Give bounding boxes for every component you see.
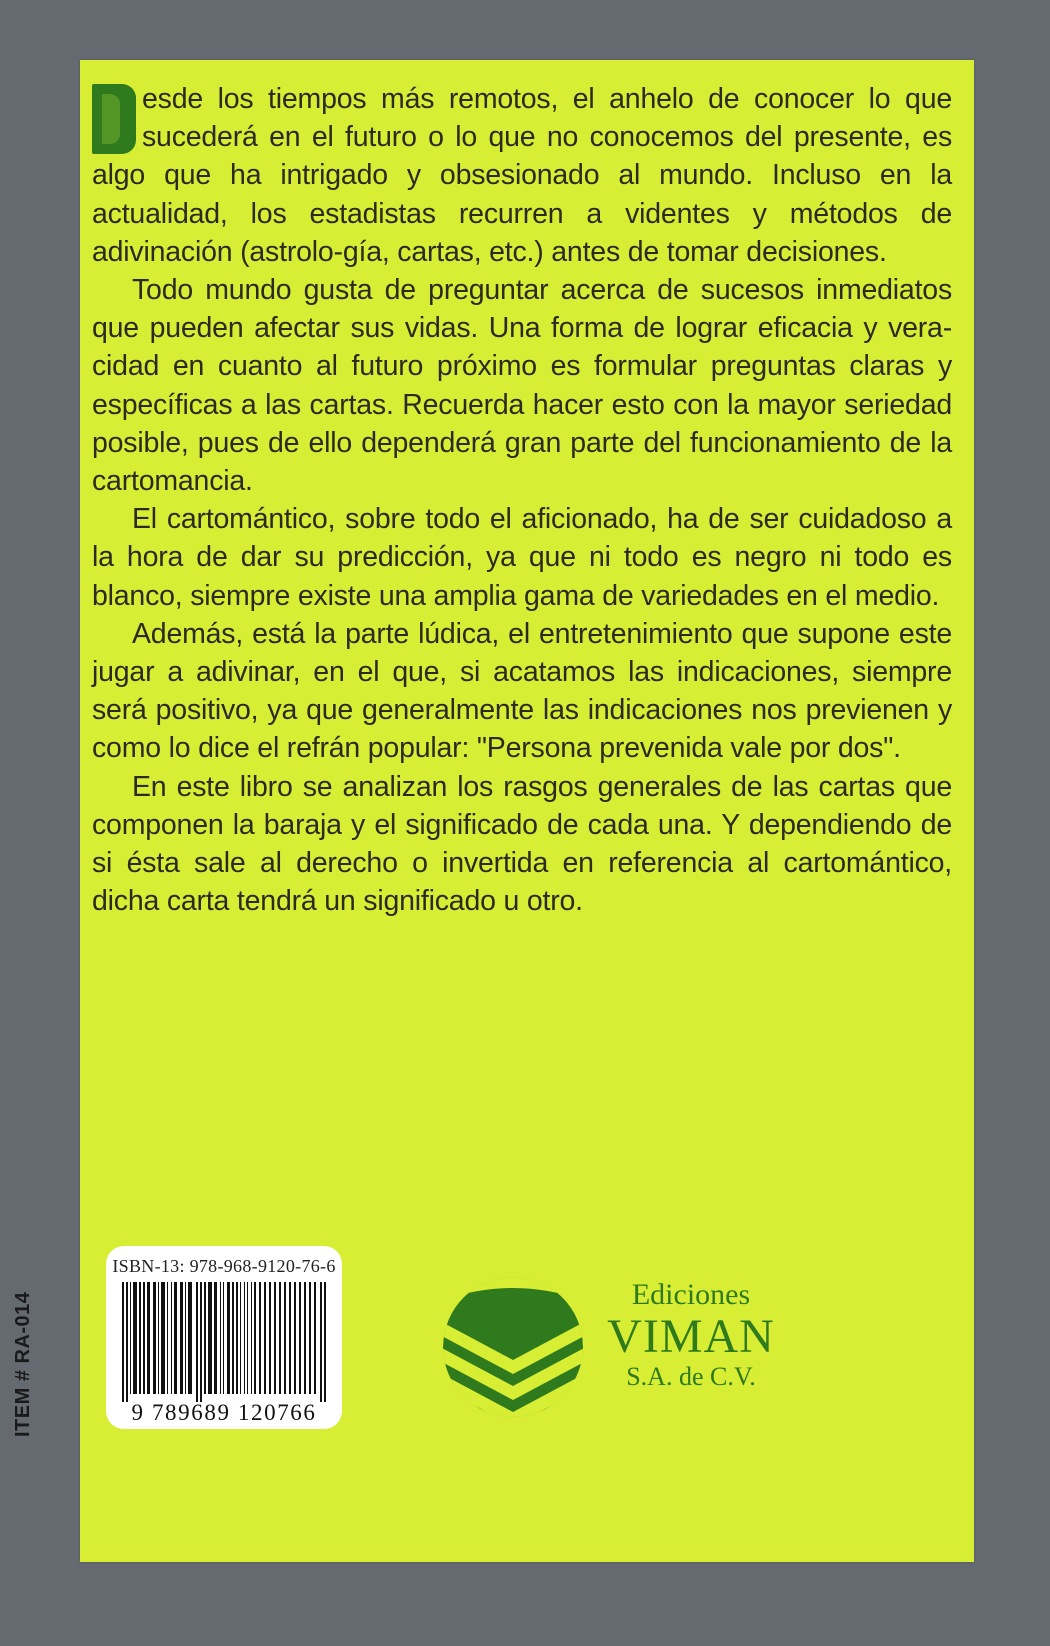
- barcode-bars: [122, 1282, 326, 1402]
- paragraph-2: Todo mundo gusta de preguntar acerca de sucesos inmediatos que pueden afectar sus vidas. Una forma de lograr eficacia y vera-cidad en cuanto al futuro próximo es formular preguntas claras y específicas a las cartas. Recuerda hacer esto con la mayor seriedad posible, pues de ello dependerá gran parte del funcionamiento de la cartomancia.: [92, 274, 952, 498]
- paragraph-4: Además, está la parte lúdica, el entretenimiento que supone este jugar a adivinar, en el que, si acatamos las indicaciones, siempre será positivo, ya que generalmente las indicaciones nos previenen y como lo dice el refrán popular: "Persona prevenida vale por dos".: [92, 617, 952, 765]
- publisher-line-2: VIMAN: [607, 1310, 775, 1363]
- publisher-line-1: Ediciones: [631, 1278, 751, 1311]
- viman-logo-icon: [438, 1272, 588, 1422]
- drop-cap: [92, 84, 136, 154]
- publisher-name: [596, 1278, 786, 1392]
- synopsis-text: [92, 80, 952, 920]
- barcode-digits: 9 789689 120766: [131, 1400, 317, 1425]
- isbn-label: ISBN-13: 978-968-9120-76-6: [112, 1256, 336, 1276]
- paragraph-3: El cartomántico, sobre todo el aficionado, ha de ser cuidadoso a la hora de dar su predicción, ya que ni todo es negro ni todo es blanco, siempre existe una amplia gama de variedades en el medio.: [92, 503, 952, 612]
- barcode-box: [106, 1246, 342, 1429]
- item-code: ITEM # RA-014: [12, 1291, 34, 1437]
- paragraph-1: esde los tiempos más remotos, el anhelo de conocer lo que sucederá en el futuro o lo que no conocemos del presente, es algo que ha intrigado y obsesionado al mundo. Incluso en la actualidad, los estadistas recurren a videntes y métodos de adivinación (astrolo-gía, cartas, etc.) antes de tomar decisiones.: [92, 83, 952, 268]
- paragraph-5: En este libro se analizan los rasgos generales de las cartas que componen la baraja y el significado de cada una. Y dependiendo de si ésta sale al derecho o invertida en referencia al cartomántico, dicha carta tendrá un significado u otro.: [92, 770, 952, 918]
- publisher-line-3: S.A. de C.V.: [626, 1362, 756, 1391]
